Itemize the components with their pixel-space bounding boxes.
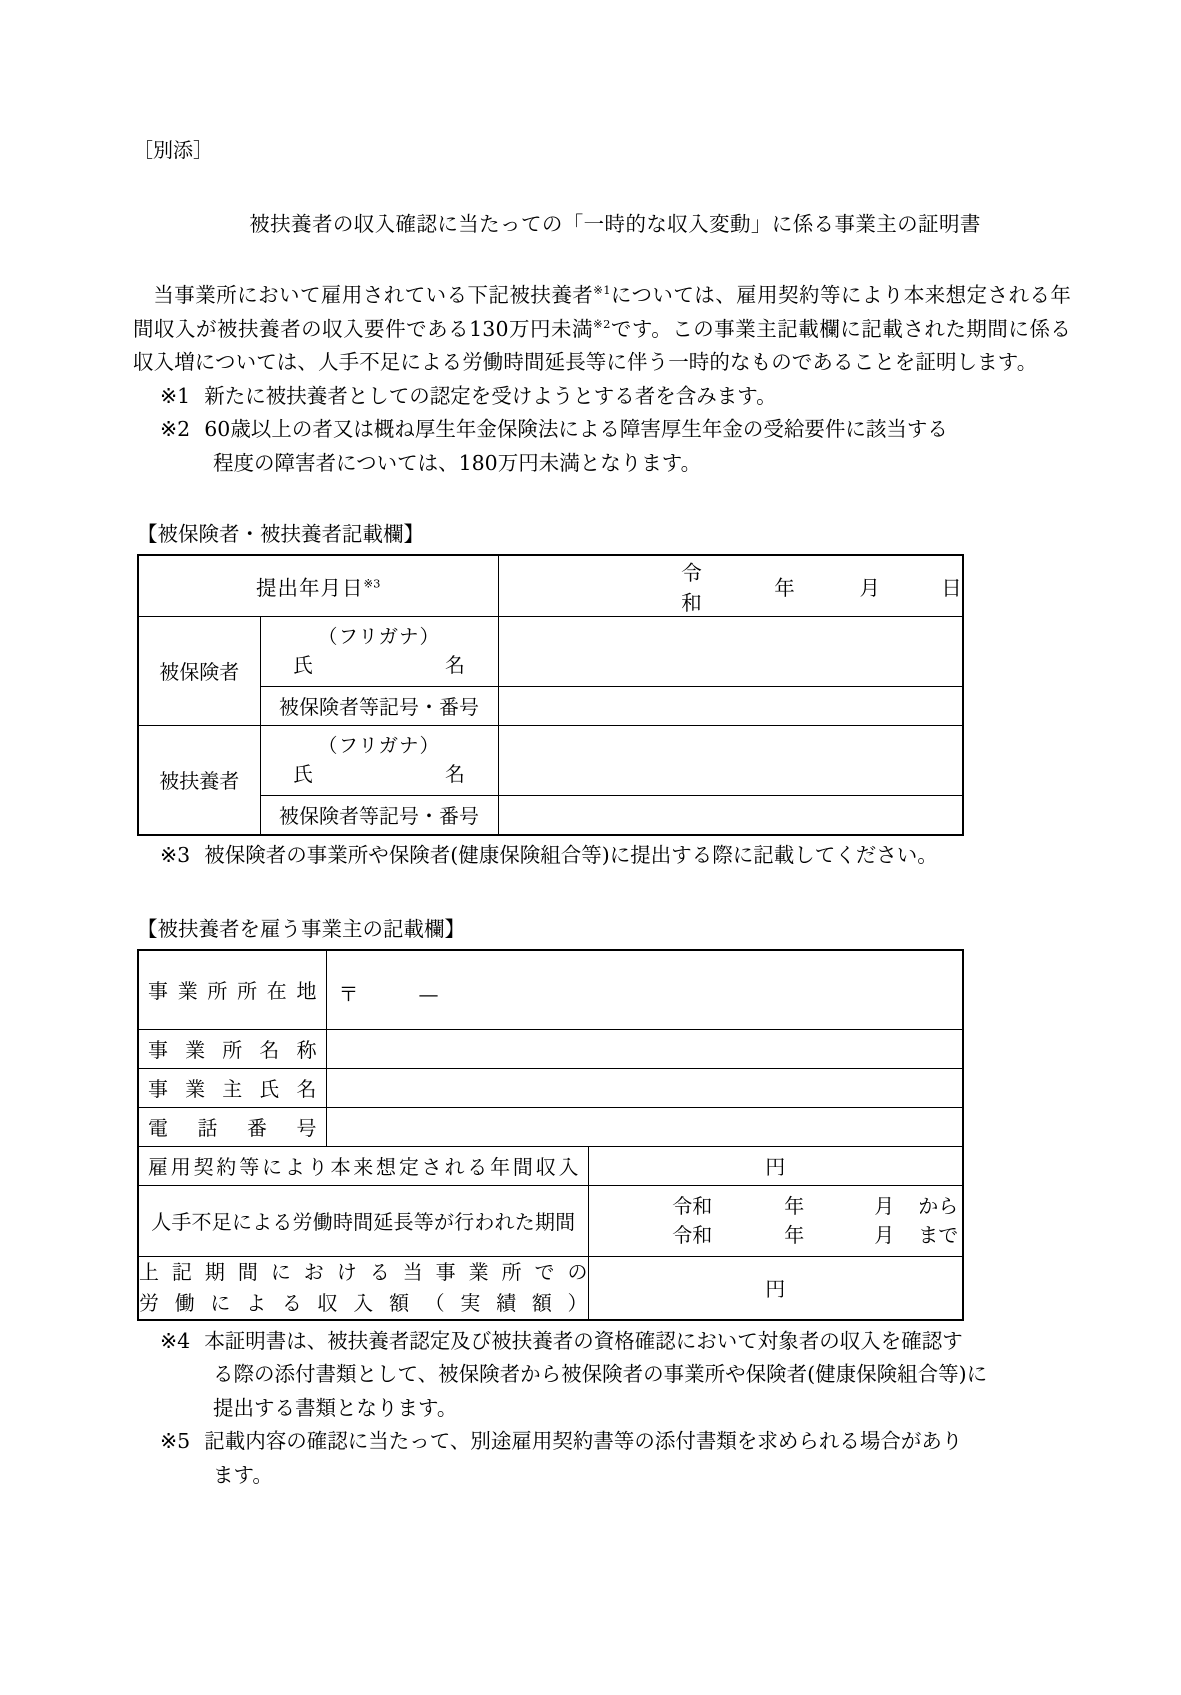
note-item-1 xyxy=(133,380,1071,414)
note-marker-2: ※2 xyxy=(160,417,191,441)
owner-name-input[interactable] xyxy=(326,1068,963,1107)
note-text-1: 新たに被扶養者としての認定を受けようとする者を含みます。 xyxy=(204,383,777,408)
period-input[interactable] xyxy=(588,1185,963,1256)
insured-number-input[interactable] xyxy=(498,686,963,725)
table-row xyxy=(138,1185,963,1256)
office-address-input[interactable] xyxy=(326,950,963,1030)
table-row xyxy=(138,1107,963,1146)
period-from-month: 月 xyxy=(874,1193,895,1218)
table-row xyxy=(138,950,963,1030)
owner-name-label-cell xyxy=(138,1068,326,1107)
period-to-suffix: まで xyxy=(918,1222,959,1247)
phone-input[interactable] xyxy=(326,1107,963,1146)
office-name-label: 事業所名称 xyxy=(148,1038,317,1062)
dependent-number-input[interactable] xyxy=(498,795,963,835)
insured-name-input[interactable] xyxy=(498,616,963,686)
period-to-year: 年 xyxy=(784,1222,805,1247)
period-to-era: 令和 xyxy=(672,1222,713,1247)
footnote-4-line3: 提出する書類となります。 xyxy=(213,1395,458,1420)
office-address-label-cell xyxy=(138,950,326,1030)
table-row xyxy=(138,1068,963,1107)
table-row xyxy=(138,1146,963,1185)
intro-ref-1: ※1 xyxy=(593,283,611,298)
intro-paragraph xyxy=(133,279,1071,380)
period-label: 人手不足による労働時間延長等が行われた期間 xyxy=(151,1210,576,1234)
footnote-5-line2: ます。 xyxy=(213,1462,273,1487)
phone-label-cell xyxy=(138,1107,326,1146)
section1-note-text: 被保険者の事業所や保険者(健康保険組合等)に提出する際に記載してください。 xyxy=(204,842,938,867)
note-text-2: 60歳以上の者又は概ね厚生年金保険法による障害厚生年金の受給要件に該当する xyxy=(204,417,948,441)
submit-date-label-cell xyxy=(138,555,498,617)
submit-date-ref: ※3 xyxy=(363,575,381,590)
postal-mark-icon: 〒 xyxy=(338,982,359,1006)
section1-heading: 【被保険者・被扶養者記載欄】 xyxy=(137,522,424,546)
dependent-kana-label: （フリガナ） xyxy=(317,733,441,757)
footnote-5-line1 xyxy=(133,1425,1071,1459)
table-row xyxy=(138,725,963,795)
period-from-year: 年 xyxy=(784,1193,805,1218)
era-label: 令和 xyxy=(681,560,703,615)
section1-note xyxy=(133,839,1071,873)
section2-heading: 【被扶養者を雇う事業主の記載欄】 xyxy=(137,917,465,941)
footnote-4-marker: ※4 xyxy=(160,1328,191,1353)
page-title: 被扶養者の収入確認に当たっての「一時的な収入変動」に係る事業主の証明書 xyxy=(249,212,981,236)
insured-name-label-cell xyxy=(260,616,498,686)
expected-income-input[interactable] xyxy=(588,1146,963,1185)
insured-group-label: 被保険者 xyxy=(138,616,260,725)
insured-name-stack xyxy=(261,617,498,686)
footnote-4-text1: 本証明書は、被扶養者認定及び被扶養者の資格確認において対象者の収入を確認す xyxy=(204,1328,963,1353)
note-item-2 xyxy=(133,413,1071,447)
attachment-tag: ［別添］ xyxy=(133,138,213,162)
employer-table xyxy=(137,949,964,1321)
table-row xyxy=(138,795,963,835)
postal-code-field xyxy=(327,972,963,1007)
submit-date-value-cell[interactable] xyxy=(498,555,963,617)
submit-date-label: 提出年月日 xyxy=(256,575,364,600)
footnote-4-line2: る際の添付書類として、被保険者から被保険者の事業所や保険者(健康保険組合等)に xyxy=(213,1362,988,1386)
insured-dependent-table xyxy=(137,554,964,836)
office-name-input[interactable] xyxy=(326,1029,963,1068)
table-row xyxy=(138,1256,963,1320)
intro-line2: については、雇用契約等により本来想定される年間収入が被扶養者の収入要件である130万円未満 xyxy=(133,283,1071,341)
note-item-2-cont: 程度の障害者については、180万円未満となります。 xyxy=(213,450,702,475)
insured-number-label: 被保険者等記号・番号 xyxy=(260,686,498,725)
table-row xyxy=(138,616,963,686)
section1-note-marker: ※3 xyxy=(160,842,191,867)
expected-income-label-cell xyxy=(138,1146,588,1185)
office-name-label-cell xyxy=(138,1029,326,1068)
table-row xyxy=(138,1029,963,1068)
expected-income-label: 雇用契約等により本来想定される年間収入 xyxy=(148,1155,579,1179)
footnote-5-text1: 記載内容の確認に当たって、別途雇用契約書等の添付書類を求められる場合があり xyxy=(204,1429,963,1453)
insured-name-label: 氏 名 xyxy=(293,652,483,677)
actual-income-input[interactable] xyxy=(588,1256,963,1320)
office-address-label: 事業所所在地 xyxy=(148,979,317,1003)
intro-line1: 当事業所において雇用されている下記被扶養者 xyxy=(153,283,594,307)
intro-line3: です。この事業主記載欄に記載された期間に係る収入増については、人手不足による労働時間延長等に伴う一時的なものであることを証明します。 xyxy=(133,316,1072,374)
dependent-name-label: 氏 名 xyxy=(293,761,483,786)
table-row xyxy=(138,686,963,725)
day-label: 日 xyxy=(941,575,963,600)
period-from-line xyxy=(589,1192,963,1221)
period-to-line xyxy=(589,1221,963,1250)
intro-ref-2: ※2 xyxy=(593,316,611,331)
period-to-month: 月 xyxy=(874,1222,895,1247)
dependent-name-input[interactable] xyxy=(498,725,963,795)
actual-income-label-line2: 労働による収入額（実績額） xyxy=(139,1290,588,1315)
submit-date-fields xyxy=(499,556,963,616)
footnote-4-line1 xyxy=(133,1325,1071,1359)
year-label: 年 xyxy=(774,575,795,600)
insured-kana-label: （フリガナ） xyxy=(317,624,441,648)
actual-income-label-line1: 上記期間における当事業所での xyxy=(139,1259,588,1284)
actual-income-unit: 円 xyxy=(765,1277,786,1301)
expected-income-unit: 円 xyxy=(765,1155,786,1179)
note-marker-1: ※1 xyxy=(160,383,191,408)
period-from-suffix: から xyxy=(918,1193,959,1218)
period-from-era: 令和 xyxy=(672,1193,713,1218)
dependent-name-label-cell xyxy=(260,725,498,795)
owner-name-label: 事業主氏名 xyxy=(148,1077,317,1101)
dependent-name-stack xyxy=(261,726,498,795)
month-label: 月 xyxy=(859,575,881,600)
footnote-5-marker: ※5 xyxy=(160,1429,191,1453)
section2-notes xyxy=(133,1325,1071,1493)
dependent-group-label: 被扶養者 xyxy=(138,725,260,835)
period-label-cell xyxy=(138,1185,588,1256)
actual-income-label-cell xyxy=(138,1256,588,1320)
dependent-number-label: 被保険者等記号・番号 xyxy=(260,795,498,835)
postal-dash: — xyxy=(418,982,439,1006)
phone-label: 電話番号 xyxy=(148,1116,317,1140)
table-row xyxy=(138,555,963,617)
